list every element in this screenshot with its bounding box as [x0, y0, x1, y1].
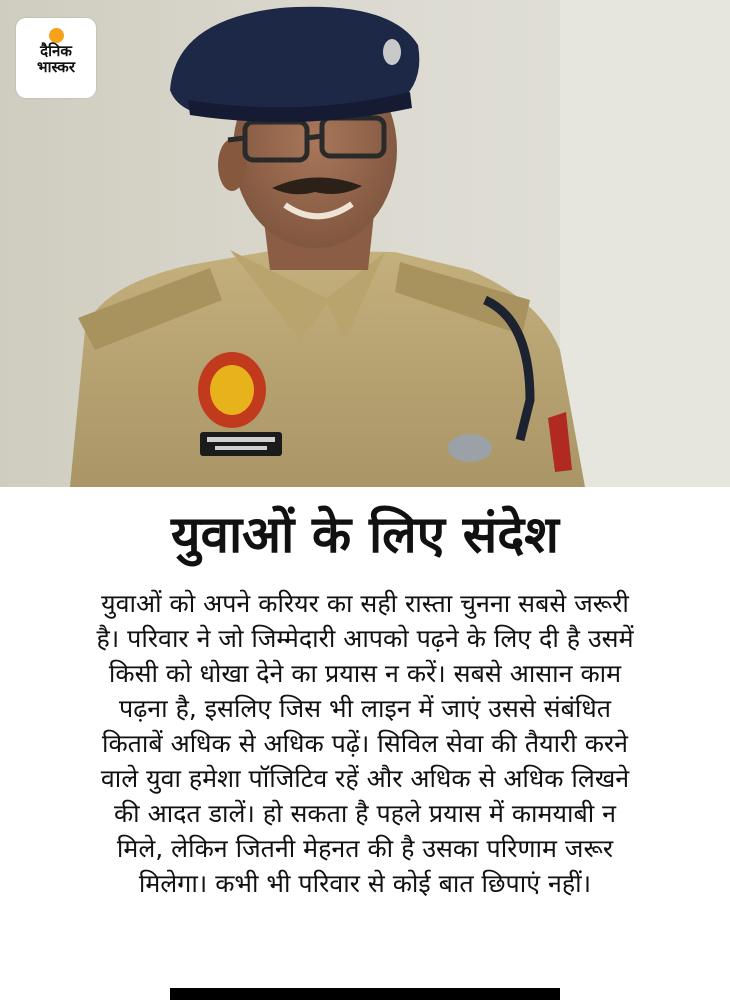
logo-text-line1: दैनिक — [40, 42, 72, 60]
message-line: वाले युवा हमेशा पॉजिटिव रहें और अधिक से अधिक लिखने — [100, 764, 630, 793]
message-line: मिले, लेकिन जितनी मेहनत की है उसका परिणाम जरूर — [116, 834, 614, 863]
message-line: की आदत डालें। हो सकता है पहले प्रयास में कामयाबी न — [113, 799, 617, 828]
message-line: किसी को धोखा देने का प्रयास न करें। सबसे आसान काम — [108, 659, 622, 688]
message-body — [30, 586, 700, 901]
message-line: युवाओं को अपने करियर का सही रास्ता चुनना सबसे जरूरी — [101, 589, 629, 618]
sun-icon — [49, 28, 64, 43]
dainik-bhaskar-logo — [16, 18, 96, 98]
message-line: किताबें अधिक से अधिक पढ़ें। सिविल सेवा की तैयारी करने — [101, 729, 629, 758]
headline: युवाओं के लिए संदेश — [171, 506, 559, 565]
message-line: पढ़ना है, इसलिए जिस भी लाइन में जाएं उससे संबंधित — [119, 694, 611, 723]
logo-text-line2: भास्कर — [37, 58, 75, 76]
bottom-bar — [170, 988, 560, 1000]
officer-photo — [0, 0, 730, 487]
message-line: है। परिवार ने जो जिम्मेदारी आपको पढ़ने के लिए दी है उसमें — [96, 624, 634, 653]
message-line: मिलेगा। कभी भी परिवार से कोई बात छिपाएं नहीं। — [138, 869, 592, 898]
